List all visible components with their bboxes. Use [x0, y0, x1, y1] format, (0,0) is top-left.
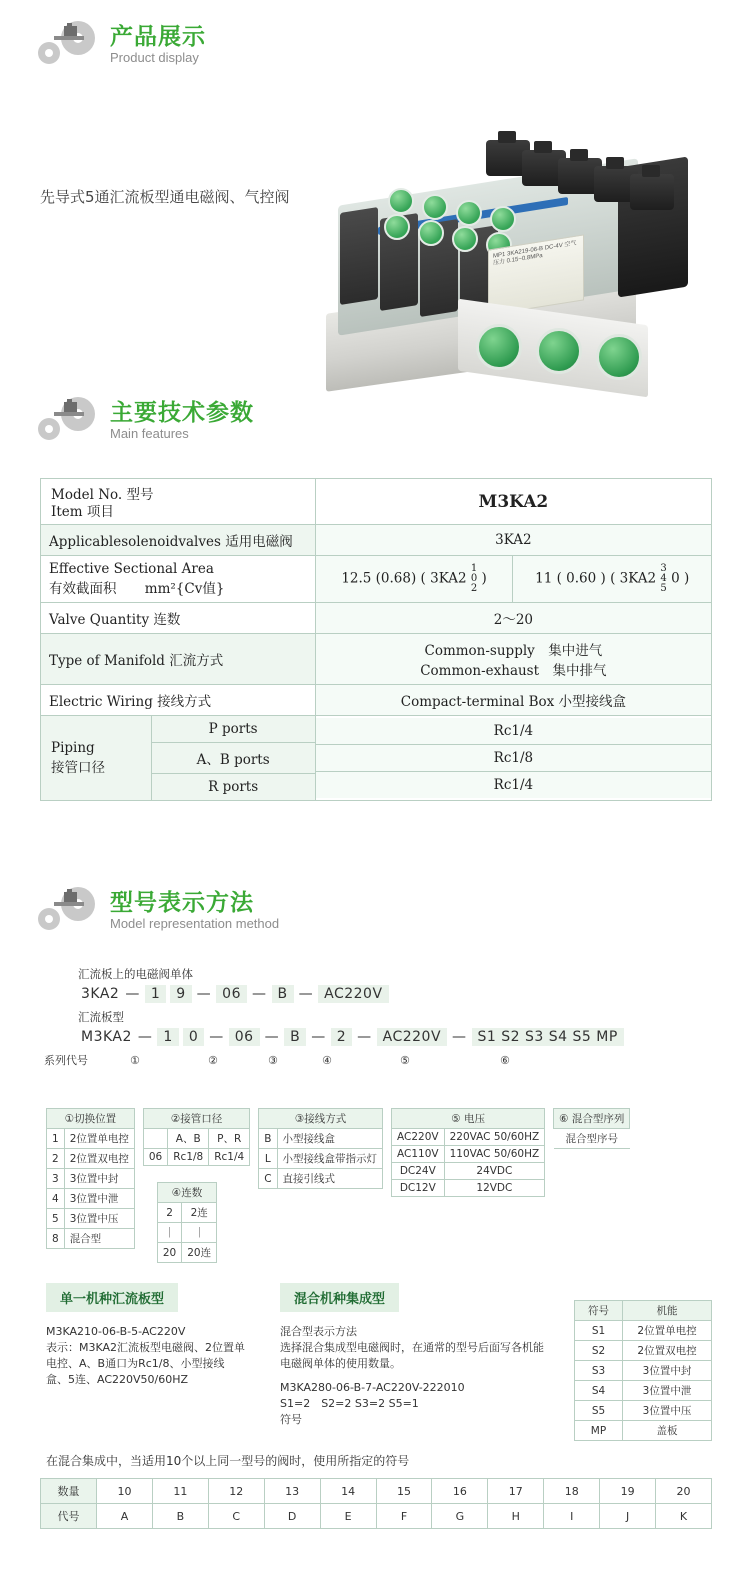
option-table-switching-position [46, 1108, 135, 1249]
mixed-type-block [280, 1283, 545, 1428]
section-title-en: Main features [110, 425, 189, 441]
table-row: S2 2位置双电控 [575, 1341, 712, 1361]
section-title-cn: 主要技术参数 [110, 399, 254, 426]
table-row [41, 634, 712, 685]
product-caption: 先导式5通汇流板型通电磁阀、气控阀 [40, 188, 290, 206]
manifold-type-title: 汇流板型 [78, 1010, 124, 1024]
table-row: 数量 10 11 12 13 14 15 16 17 18 19 20 [41, 1479, 712, 1504]
table-row: 06 Rc1/8 Rc1/4 [143, 1149, 249, 1166]
qty-row-label: 数量 [41, 1479, 97, 1504]
spec-model-value: M3KA2 [315, 479, 711, 525]
piping-sub-r: R ports [151, 774, 315, 801]
spec-label-area-cn: 有效截面积 [49, 581, 117, 597]
spec-label-area-en: Effective Sectional Area [49, 561, 214, 577]
table-row: 4 3位置中泄 [47, 1189, 135, 1209]
tractor-icon [50, 22, 94, 50]
spec-area-v2-sub: 3 4 5 [660, 563, 667, 594]
mixed-type-code: M3KA280-06-B-7-AC220V-222010 [280, 1381, 465, 1394]
spec-area-v2: 11 ( 0.60 ) ( 3KA2 [535, 570, 657, 587]
spec-area-v1-sub: 1 0 2 [470, 563, 478, 594]
opt-head: ④连数 [157, 1183, 216, 1203]
single-type-desc: 表示：M3KA2汇流板型电磁阀、2位置单电控、A、B通口为Rc1/8、小型接线盒、5连、AC220V50/60HZ [46, 1341, 246, 1386]
table-row: S5 3位置中压 [575, 1401, 712, 1421]
section-title-cn: 产品展示 [110, 23, 206, 50]
tractor-icon [50, 398, 94, 426]
table-row: 代号 A B C D E F G H I J K [41, 1504, 712, 1529]
code-row-label: 代号 [41, 1504, 97, 1529]
option-table-voltage [391, 1108, 545, 1197]
table-row: 混合型序号 [554, 1129, 630, 1149]
mixed-type-desc: 选择混合集成型电磁阀时，在通常的型号后面写各机能电磁阀单体的使用数量。 [280, 1341, 544, 1370]
series-code-label: 系列代号 [44, 1054, 88, 1067]
piping-value-p: Rc1/4 [316, 718, 711, 745]
piping-label-cn: 接管口径 [51, 760, 105, 776]
spec-header-item: Item 项目 [51, 504, 114, 520]
spec-area-v1: 12.5 (0.68) ( 3KA2 [341, 570, 467, 587]
table-row: L 小型接线盒带指示灯 [259, 1149, 383, 1169]
spec-value-manifold-1: Common-supply 集中进气 [424, 643, 603, 659]
opt-head: ⑥ 混合型序列 [554, 1109, 630, 1129]
table-row: C 直接引线式 [259, 1169, 383, 1189]
piping-label-en: Piping [51, 740, 95, 756]
table-row: 1 2位置单电控 [47, 1129, 135, 1149]
table-row: 3 3位置中封 [47, 1169, 135, 1189]
section-header-model-representation [34, 888, 279, 934]
gear-tractor-icon [34, 398, 106, 444]
single-type-title: 单一机种汇流板型 [46, 1283, 178, 1312]
table-row [41, 716, 712, 801]
mixed-type-line1: 混合型表示方法 [280, 1325, 357, 1338]
option-table-port-size [143, 1108, 250, 1166]
piping-value-ab: Rc1/8 [316, 745, 711, 772]
option-table-mixed-series [553, 1108, 630, 1149]
table-row: B 小型接线盒 [259, 1129, 383, 1149]
single-valve-title: 汇流板上的电磁阀单体 [78, 967, 193, 981]
circled-index-row: ① ② ③ ④ ⑤ ⑥ [130, 1054, 512, 1067]
table-row [41, 556, 712, 603]
table-row: S3 3位置中封 [575, 1361, 712, 1381]
spec-header-model: Model No. 型号 [51, 487, 154, 503]
section-title-en: Model representation method [110, 915, 280, 931]
table-row [41, 603, 712, 634]
spec-label-manifold: Type of Manifold 汇流方式 [41, 634, 316, 685]
piping-sub-ab: A、B ports [151, 743, 315, 774]
table-row: 2 2连 [157, 1203, 216, 1223]
table-row [41, 685, 712, 716]
section-header-product-display [34, 22, 206, 68]
symbol-function-table [574, 1300, 712, 1441]
opt-head: ②接管口径 [143, 1109, 249, 1129]
table-row: 5 3位置中压 [47, 1209, 135, 1229]
mixed-type-line2: S1=2 S2=2 S3=2 S5=1 [280, 1397, 419, 1410]
table-row: A、B P、R [143, 1129, 249, 1149]
table-row: MP 盖板 [575, 1421, 712, 1441]
single-valve-code: 3KA2 — 1 9 — 06 — B — AC220V [78, 985, 720, 1003]
table-row: 2 2位置双电控 [47, 1149, 135, 1169]
spec-label-area-unit: mm²{Cv值} [144, 581, 225, 597]
model-representation-block [40, 966, 720, 1070]
mixed-type-line3: 符号 [280, 1413, 302, 1426]
table-row: DC24V 24VDC [392, 1163, 545, 1180]
opt-head: ①切换位置 [47, 1109, 135, 1129]
single-type-block [46, 1283, 246, 1388]
quantity-code-table [40, 1478, 712, 1529]
product-nameplate: MP1 3KA219-06-B DC-4V 空气压力 0.15~0.8MPa [488, 234, 584, 315]
piping-value-r: Rc1/4 [316, 772, 711, 799]
tractor-icon [50, 888, 94, 916]
table-row: S4 3位置中泄 [575, 1381, 712, 1401]
spec-label-applicable: Applicablesolenoidvalves 适用电磁阀 [41, 525, 316, 556]
single-type-code: M3KA210-06-B-5-AC220V [46, 1325, 186, 1338]
option-tables-row [46, 1108, 630, 1263]
product-photo [318, 62, 718, 392]
spec-value-quantity: 2～20 [315, 603, 711, 634]
section-title-cn: 型号表示方法 [110, 889, 254, 916]
spec-area-v1-end: ) [481, 570, 487, 587]
table-row: ｜ ｜ [157, 1223, 216, 1243]
option-table-valve-count [157, 1182, 217, 1263]
spec-label-wiring: Electric Wiring 接线方式 [41, 685, 316, 716]
gear-tractor-icon [34, 22, 106, 68]
spec-value-applicable: 3KA2 [315, 525, 711, 556]
section-header-main-features [34, 398, 254, 444]
piping-sub-p: P ports [151, 716, 315, 743]
gear-tractor-icon [34, 888, 106, 934]
spec-area-v2-end: 0 ) [671, 570, 690, 587]
function-head: 机能 [623, 1301, 712, 1321]
table-row [41, 525, 712, 556]
option-table-wiring [258, 1108, 383, 1189]
table-row: AC220V 220VAC 50/60HZ [392, 1129, 545, 1146]
spec-table [40, 478, 712, 801]
opt-head: ⑤ 电压 [392, 1109, 545, 1129]
table-row: 8 混合型 [47, 1229, 135, 1249]
opt-head: ③接线方式 [259, 1109, 383, 1129]
section-title-en: Product display [110, 49, 199, 65]
table-row: 20 20连 [157, 1243, 216, 1263]
table-row: AC110V 110VAC 50/60HZ [392, 1146, 545, 1163]
spec-value-wiring: Compact-terminal Box 小型接线盒 [315, 685, 711, 716]
spec-label-quantity: Valve Quantity 连数 [41, 603, 316, 634]
mixed-type-title: 混合机种集成型 [280, 1283, 399, 1312]
manifold-type-code: M3KA2 — 1 0 — 06 — B — 2 — AC220V — S1 S2 S3 S4 S5 MP [78, 1028, 720, 1046]
spec-value-manifold-2: Common-exhaust 集中排气 [420, 663, 607, 679]
table-row: DC12V 12VDC [392, 1180, 545, 1197]
table-row: S1 2位置单电控 [575, 1321, 712, 1341]
symbol-head: 符号 [575, 1301, 623, 1321]
table-row [41, 479, 712, 525]
quantity-note: 在混合集成中，当适用10个以上同一型号的阀时，使用所指定的符号 [46, 1454, 410, 1468]
